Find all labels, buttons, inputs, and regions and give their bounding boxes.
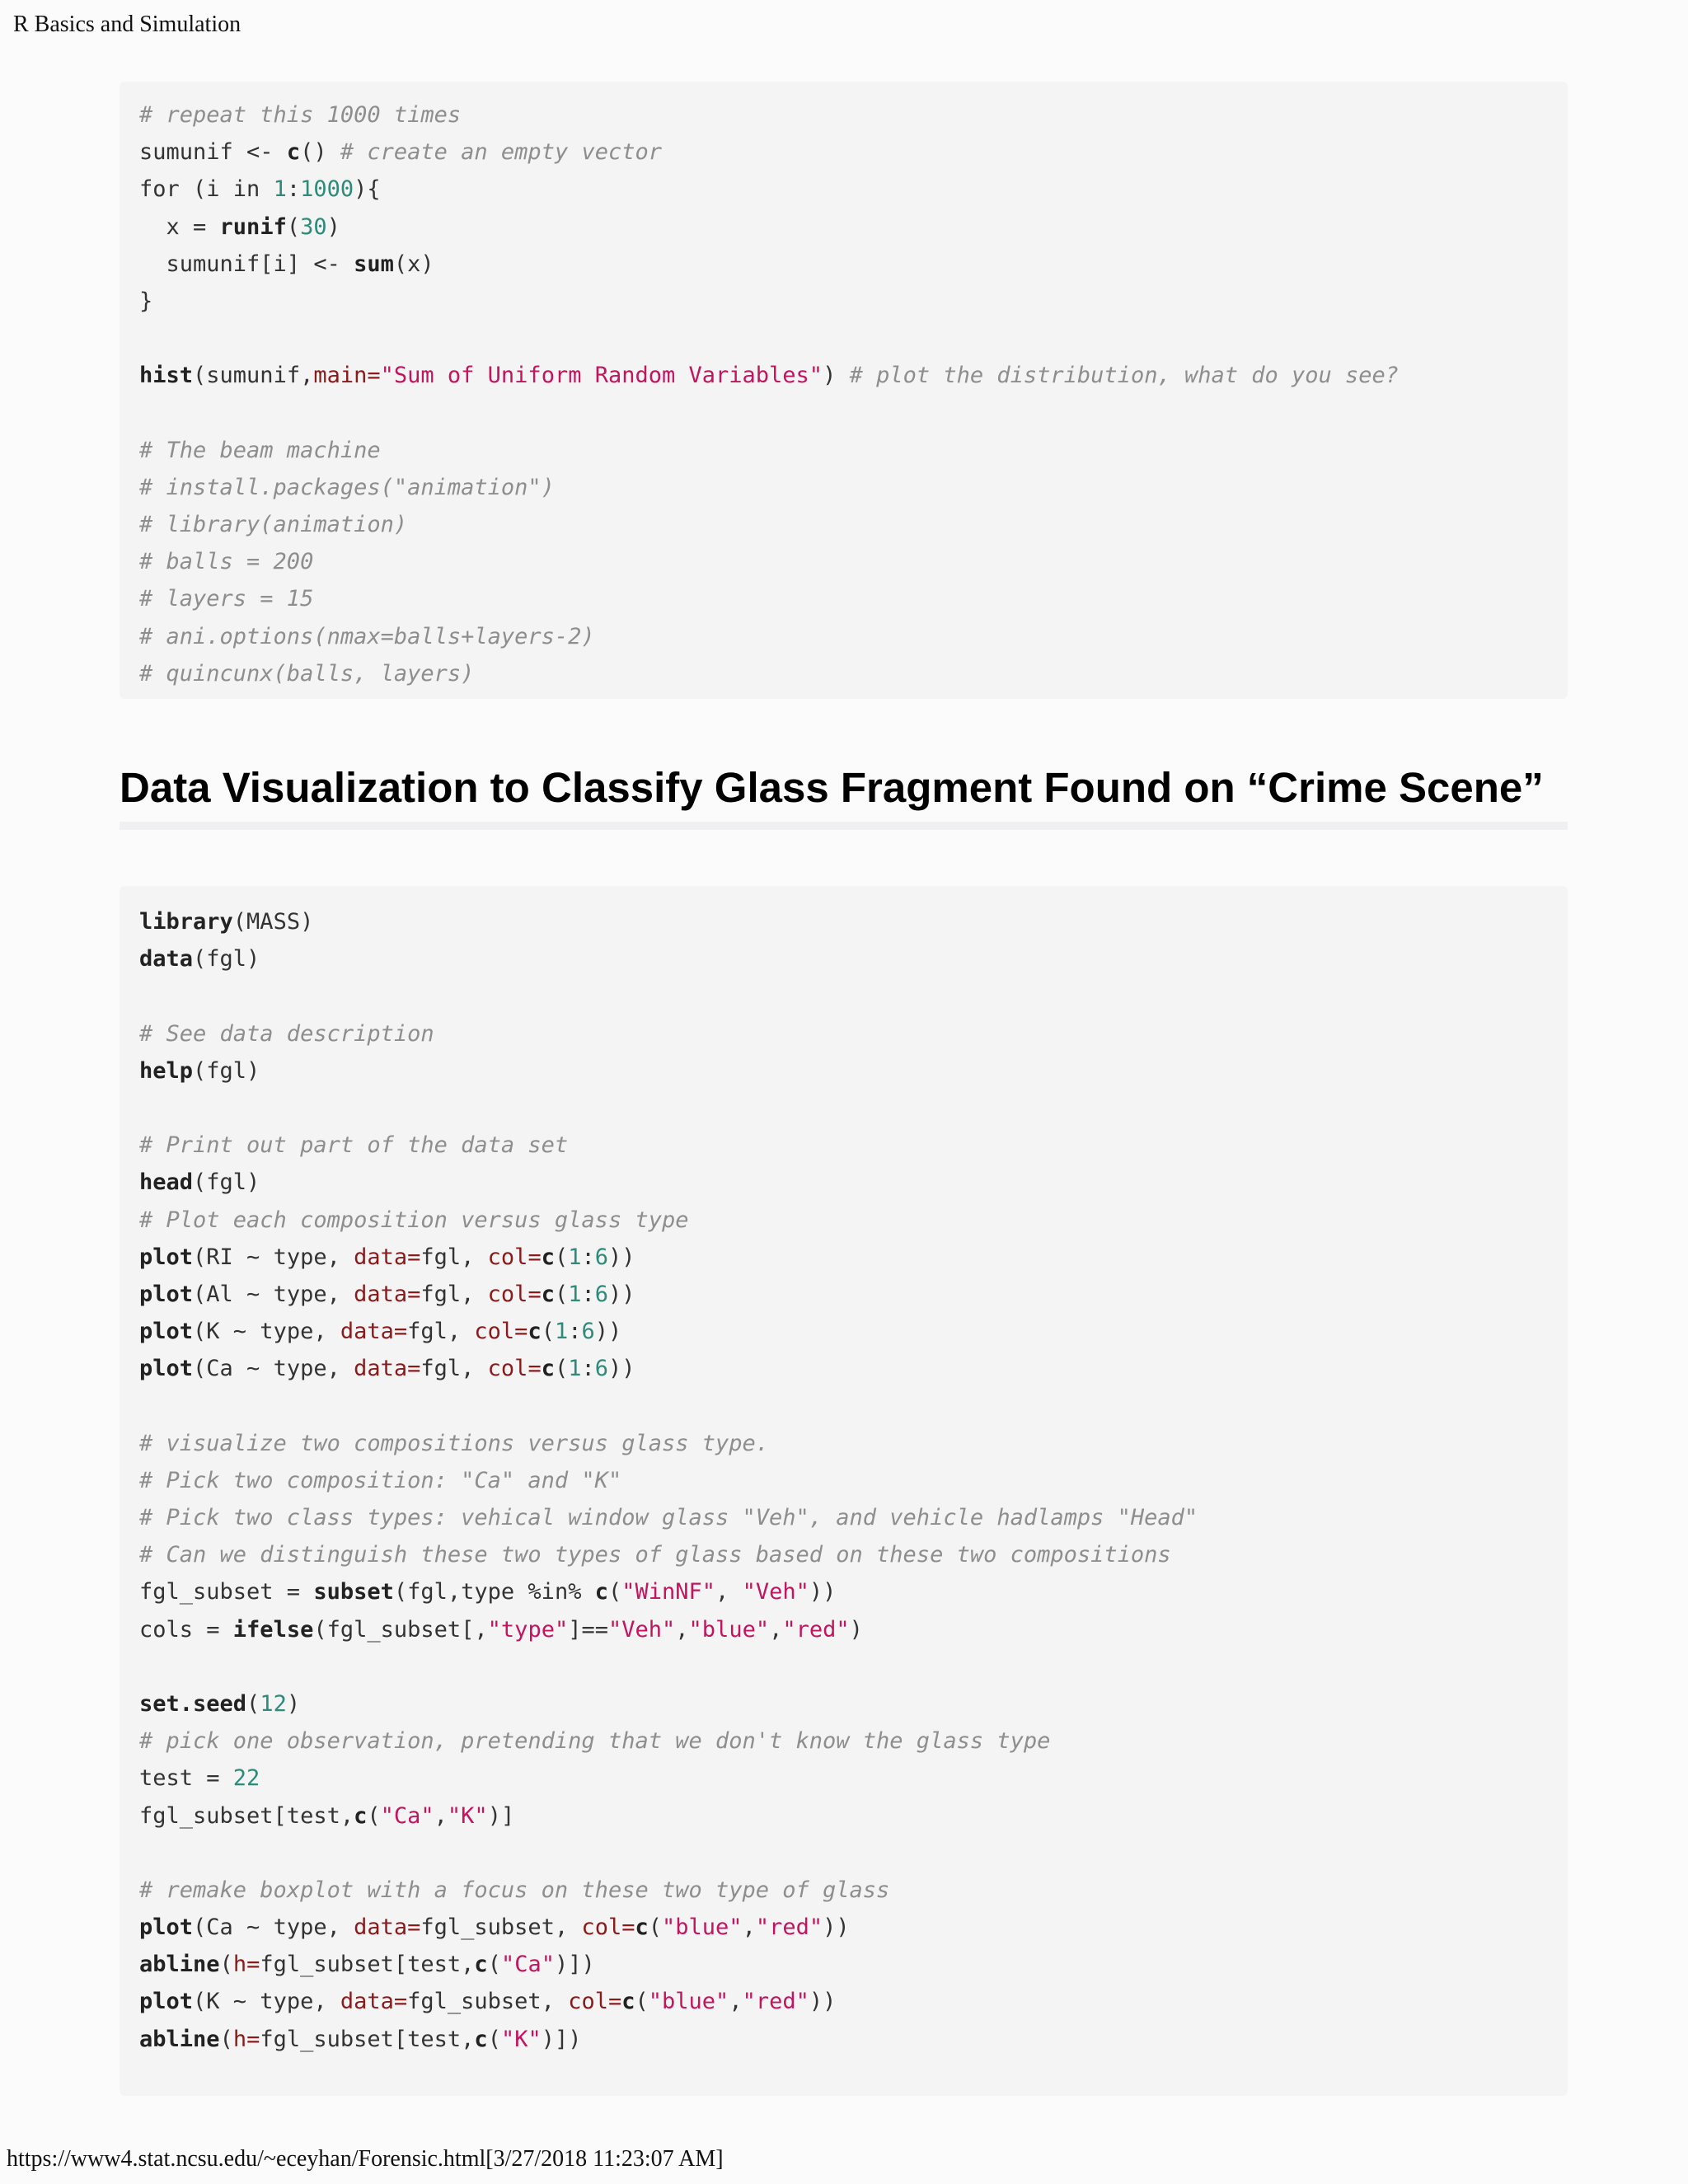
code-string: "type" (487, 1616, 569, 1643)
code-argument: h= (232, 1952, 260, 1978)
code-function: data (139, 946, 194, 972)
code-text: ( (554, 1281, 569, 1307)
code-argument: data= (354, 1915, 421, 1941)
code-comment: # Pick two class types: vehical window glass "Veh", and vehicle hadlamps "Head" (139, 1505, 1198, 1530)
heading-underline (120, 822, 1568, 830)
section-heading: Data Visualization to Classify Glass Fragment Found on “Crime Scene” (120, 764, 1544, 811)
code-comment: # library(animation) (139, 512, 408, 538)
code-text: , (434, 1802, 448, 1829)
code-comment: # plot the distribution, what do you see? (849, 363, 1400, 389)
code-text: (K ~ type, (193, 1319, 340, 1345)
code-text: } (139, 288, 153, 314)
code-text: ( (367, 1802, 381, 1829)
code-text: ){ (354, 176, 381, 203)
code-text: test = (139, 1765, 233, 1792)
code-comment: # ani.options(nmax=balls+layers-2) (139, 623, 595, 649)
code-text: x = (139, 213, 220, 240)
code-function: head (139, 1169, 194, 1196)
code-text: fgl_subset[test, (260, 1952, 475, 1978)
code-comment: # See data description (139, 1020, 434, 1047)
code-number: 1000 (300, 176, 354, 203)
code-text: , (729, 1989, 743, 2015)
code-string: "K" (447, 1802, 488, 1829)
code-line (139, 1387, 1568, 1424)
code-text: fgl_subset, (420, 1915, 582, 1941)
code-line (139, 1276, 1568, 1313)
code-argument: data= (340, 1989, 408, 2015)
code-function: ifelse (232, 1616, 314, 1643)
code-line (139, 1127, 1568, 1164)
code-number: 6 (594, 1356, 609, 1382)
code-line (139, 1797, 1568, 1835)
code-line (139, 903, 1568, 940)
code-function: c (635, 1915, 649, 1941)
code-text: : (581, 1281, 595, 1307)
code-line (139, 1536, 1568, 1573)
code-line (139, 580, 1568, 617)
code-function: c (541, 1356, 555, 1382)
code-argument: col= (487, 1244, 542, 1270)
code-comment: # visualize two compositions versus glass type. (139, 1430, 770, 1456)
code-function: plot (139, 1989, 194, 2015)
code-string: "K" (500, 2026, 542, 2052)
code-string: "Veh" (608, 1616, 676, 1643)
code-text: fgl, (420, 1356, 488, 1382)
code-string: "red" (782, 1616, 850, 1643)
code-function: c (541, 1244, 555, 1270)
code-text: fgl_subset, (407, 1989, 569, 2015)
code-line (139, 506, 1568, 543)
code-line (139, 2021, 1568, 2058)
code-text: (sumunif, (193, 363, 314, 389)
code-function: plot (139, 1356, 194, 1382)
code-line (139, 1760, 1568, 1797)
code-comment: # Can we distinguish these two types of glass based on these two compositions (139, 1542, 1171, 1568)
code-string: "red" (755, 1915, 823, 1941)
code-string: "blue" (662, 1915, 743, 1941)
code-line (139, 1835, 1568, 1872)
code-text: (Ca ~ type, (193, 1356, 354, 1382)
code-number: 12 (260, 1690, 287, 1717)
code-line (139, 1090, 1568, 1127)
code-comment: # Pick two composition: "Ca" and "K" (139, 1467, 622, 1493)
code-function: c (474, 1952, 488, 1978)
code-line (139, 1499, 1568, 1536)
code-line (139, 1909, 1568, 1946)
code-text: sumunif <- (139, 139, 287, 166)
code-line (139, 1239, 1568, 1276)
code-argument: h= (232, 2026, 260, 2052)
code-function: c (541, 1281, 555, 1307)
code-number: 30 (300, 213, 327, 240)
code-function: set.seed (139, 1690, 247, 1717)
code-line (139, 543, 1568, 580)
code-text: () (300, 139, 340, 166)
code-comment: # pick one observation, pretending that we don't know the glass type (139, 1728, 1051, 1755)
code-function: hist (139, 363, 194, 389)
code-line (139, 320, 1568, 357)
code-line (139, 977, 1568, 1015)
code-function: plot (139, 1319, 194, 1345)
code-function: plot (139, 1281, 194, 1307)
code-line (139, 357, 1568, 394)
code-text: (fgl) (193, 1169, 260, 1196)
code-argument: data= (354, 1356, 421, 1382)
code-string: "blue" (648, 1989, 729, 2015)
code-function: c (528, 1319, 542, 1345)
code-line (139, 1462, 1568, 1499)
code-text: )) (809, 1579, 837, 1605)
code-comment: # Print out part of the data set (139, 1132, 569, 1159)
code-argument: main= (313, 363, 381, 389)
code-text: , (742, 1915, 756, 1941)
code-number: 1 (554, 1319, 569, 1345)
code-number: 6 (581, 1319, 595, 1345)
code-line (139, 432, 1568, 469)
code-text: for (i in (139, 176, 274, 203)
code-comment: # create an empty vector (340, 139, 662, 166)
code-line (139, 618, 1568, 655)
code-argument: col= (581, 1915, 635, 1941)
code-function: c (621, 1989, 635, 2015)
code-line (139, 1685, 1568, 1722)
code-function: abline (139, 2026, 220, 2052)
code-text: (fgl_subset[, (313, 1616, 488, 1643)
code-text: (fgl) (193, 946, 260, 972)
code-number: 1 (273, 176, 287, 203)
code-line (139, 940, 1568, 977)
code-line (139, 1573, 1568, 1610)
code-comment: # repeat this 1000 times (139, 102, 462, 128)
code-text: fgl_subset[test, (139, 1802, 354, 1829)
code-number: 6 (594, 1244, 609, 1270)
code-text: ( (635, 1989, 649, 2015)
code-function: plot (139, 1244, 194, 1270)
code-comment: # install.packages("animation") (139, 474, 555, 500)
code-text: (MASS) (232, 909, 314, 935)
code-comment: # remake boxplot with a focus on these two type of glass (139, 1877, 890, 1903)
code-text: )]) (554, 1952, 595, 1978)
code-text: ( (554, 1356, 569, 1382)
code-text: )) (608, 1244, 635, 1270)
code-text: (fgl,type %in% (393, 1579, 595, 1605)
code-line (139, 1425, 1568, 1462)
code-line (139, 96, 1568, 134)
code-text: : (286, 176, 301, 203)
code-line (139, 209, 1568, 246)
code-function: subset (313, 1579, 394, 1605)
code-text: (RI ~ type, (193, 1244, 354, 1270)
code-argument: data= (354, 1244, 421, 1270)
code-text: )) (608, 1356, 635, 1382)
code-number: 1 (568, 1281, 582, 1307)
code-string: "Ca" (500, 1952, 555, 1978)
code-text: (Ca ~ type, (193, 1915, 354, 1941)
code-line (139, 1983, 1568, 2020)
code-text: ( (541, 1319, 555, 1345)
code-function: sum (354, 251, 394, 277)
code-line (139, 655, 1568, 692)
code-block-glass-visualization (120, 886, 1568, 2096)
code-block-simulation (120, 82, 1568, 699)
code-argument: col= (568, 1989, 622, 2015)
code-line (139, 283, 1568, 320)
code-function: c (594, 1579, 608, 1605)
code-text: )) (608, 1281, 635, 1307)
code-line (139, 1202, 1568, 1239)
code-line (139, 1946, 1568, 1983)
code-text: ) (286, 1690, 301, 1717)
code-number: 22 (232, 1765, 260, 1792)
code-text: (Al ~ type, (193, 1281, 354, 1307)
code-string: "Ca" (380, 1802, 434, 1829)
code-text: ) (823, 363, 850, 389)
code-function: c (474, 2026, 488, 2052)
page-header-title: R Basics and Simulation (13, 12, 241, 37)
code-string: "blue" (688, 1616, 770, 1643)
code-string: "WinNF" (621, 1579, 716, 1605)
code-text: ( (219, 2026, 233, 2052)
code-text: : (581, 1356, 595, 1382)
code-line (139, 1164, 1568, 1201)
code-text: fgl, (420, 1244, 488, 1270)
code-text: fgl, (407, 1319, 475, 1345)
code-comment: # quincunx(balls, layers) (139, 660, 475, 687)
code-text: ( (648, 1915, 663, 1941)
code-text: ( (554, 1244, 569, 1270)
code-line (139, 1052, 1568, 1090)
code-text: )) (823, 1915, 850, 1941)
code-number: 1 (568, 1244, 582, 1270)
code-comment: # Plot each composition versus glass type (139, 1207, 689, 1233)
code-number: 6 (594, 1281, 609, 1307)
code-function: abline (139, 1952, 220, 1978)
code-function: c (354, 1802, 368, 1829)
code-comment: # balls = 200 (139, 549, 314, 575)
code-text: )] (487, 1802, 515, 1829)
code-text: , (675, 1616, 689, 1643)
code-string: "red" (742, 1989, 809, 2015)
code-line (139, 1350, 1568, 1387)
code-function: c (286, 139, 301, 166)
code-function: runif (219, 213, 287, 240)
code-text: cols = (139, 1616, 233, 1643)
code-line (139, 1611, 1568, 1648)
code-function: plot (139, 1915, 194, 1941)
code-text: )) (809, 1989, 837, 2015)
code-text: : (581, 1244, 595, 1270)
code-argument: data= (340, 1319, 408, 1345)
code-text: (fgl) (193, 1057, 260, 1084)
code-text: )]) (541, 2026, 582, 2052)
code-argument: data= (354, 1281, 421, 1307)
code-text: ]== (568, 1616, 608, 1643)
code-comment: # layers = 15 (139, 586, 314, 612)
code-text: ( (607, 1579, 622, 1605)
code-text: ) (326, 213, 340, 240)
code-argument: col= (487, 1281, 542, 1307)
code-line (139, 395, 1568, 432)
code-text: fgl, (420, 1281, 488, 1307)
code-text: ( (487, 2026, 501, 2052)
code-text: )) (594, 1319, 622, 1345)
code-text: (x) (393, 251, 434, 277)
code-line (139, 1015, 1568, 1052)
code-line (139, 1648, 1568, 1685)
code-text: ) (849, 1616, 863, 1643)
code-text: : (568, 1319, 582, 1345)
code-function: library (139, 909, 233, 935)
code-line (139, 1872, 1568, 1909)
code-argument: col= (474, 1319, 528, 1345)
code-text: ( (286, 213, 301, 240)
code-string: "Veh" (742, 1579, 809, 1605)
code-line (139, 1313, 1568, 1350)
code-argument: col= (487, 1356, 542, 1382)
code-text: fgl_subset[test, (260, 2026, 475, 2052)
code-line (139, 246, 1568, 283)
code-text: fgl_subset = (139, 1579, 314, 1605)
code-line (139, 171, 1568, 208)
code-function: help (139, 1057, 194, 1084)
code-text: , (715, 1579, 743, 1605)
code-string: "Sum of Uniform Random Variables" (380, 363, 823, 389)
code-text: ( (487, 1952, 501, 1978)
code-text: sumunif[i] <- (139, 251, 354, 277)
code-text: ( (246, 1690, 260, 1717)
code-text: (K ~ type, (193, 1989, 340, 2015)
code-comment: # The beam machine (139, 437, 381, 463)
page-footer-url: https://www4.stat.ncsu.edu/~eceyhan/Forensic.html[3/27/2018 11:23:07 AM] (7, 2146, 724, 2172)
code-line (139, 469, 1568, 506)
code-text: ( (219, 1952, 233, 1978)
code-line (139, 1722, 1568, 1760)
code-text: , (769, 1616, 783, 1643)
code-number: 1 (568, 1356, 582, 1382)
code-line (139, 134, 1568, 171)
